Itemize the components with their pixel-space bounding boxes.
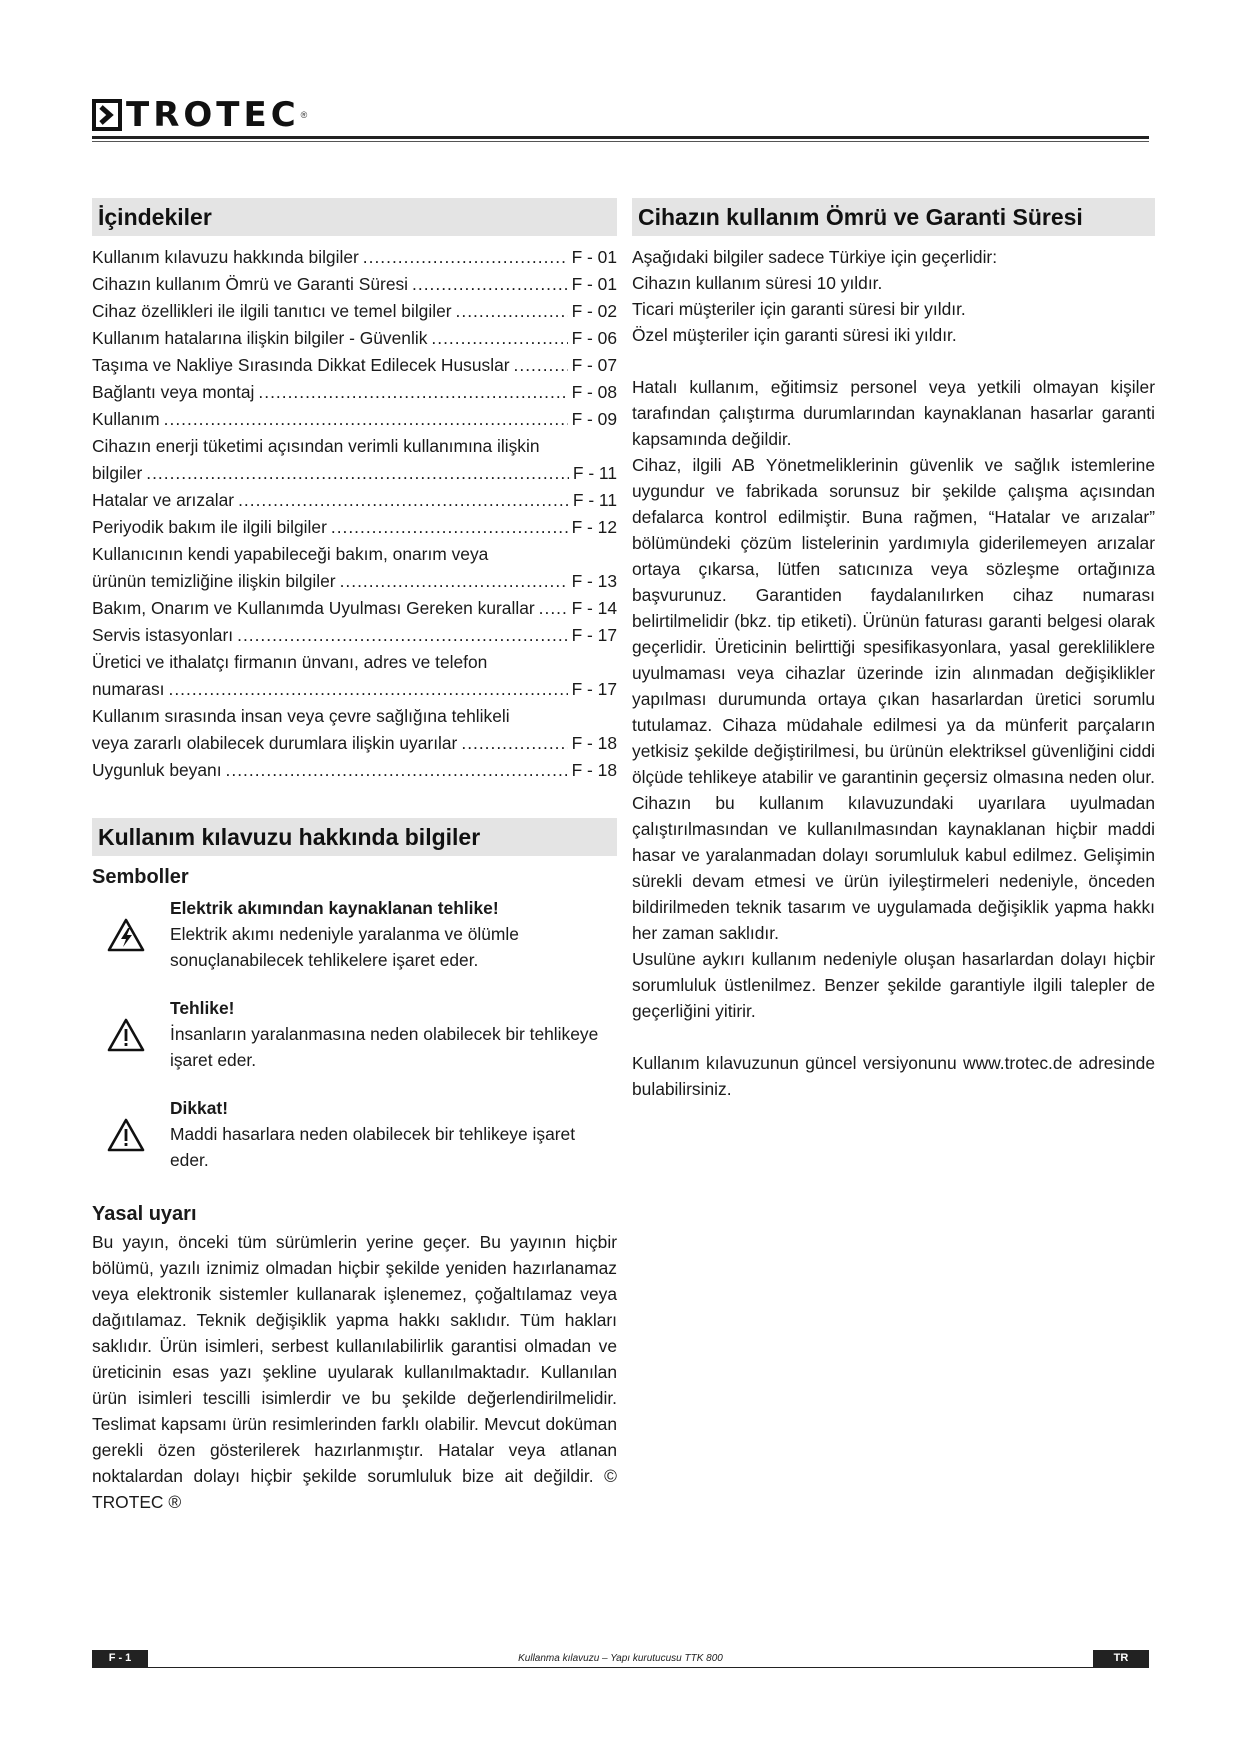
trotec-logo — [92, 95, 308, 135]
toc-entry — [92, 622, 617, 649]
page-footer — [92, 1650, 1149, 1668]
toc-entry — [92, 298, 617, 325]
toc-entry-title: Kullanım — [92, 409, 160, 429]
toc-entry-line: Cihazın enerji tüketimi açısından verimli kullanımına ilişkin — [92, 436, 540, 456]
logo-wordmark: TROTEC — [126, 95, 300, 135]
toc-leader — [340, 568, 568, 595]
toc-entry-page: F - 01 — [571, 247, 617, 267]
toc-entry-page: F - 13 — [571, 571, 617, 591]
toc-entry-page: F - 11 — [572, 490, 617, 510]
toc-leader — [539, 595, 568, 622]
toc-entry — [92, 487, 617, 514]
toc-entry — [92, 244, 617, 271]
toc-entry-page: F - 09 — [571, 409, 617, 429]
warranty-heading: Cihazın kullanım Ömrü ve Garanti Süresi — [632, 198, 1155, 236]
toc-entry-page: F - 07 — [571, 355, 617, 375]
warranty-line: Özel müşteriler için garanti süresi iki yıldır. — [632, 325, 957, 345]
footer-document-title: Kullanma kılavuzu – Yapı kurutucusu TTK 800 — [518, 1653, 723, 1664]
electric-hazard-icon — [106, 917, 146, 953]
warranty-paragraph-liability: Usulüne aykırı kullanım nedeniyle oluşan hasarlardan dolayı hiçbir sorumluluk üstlenilmez. Benzer şekilde garantiyle ilgili talepler de geçerliğini yitirir. — [632, 949, 1155, 1021]
toc-entry-page: F - 01 — [571, 274, 617, 294]
warranty-paragraph-website: Kullanım kılavuzunun güncel versiyonunu www.trotec.de adresinde bulabilirsiniz. — [632, 1053, 1155, 1099]
toc-entry-title: Cihazın kullanım Ömrü ve Garanti Süresi — [92, 274, 409, 294]
left-column — [92, 198, 617, 1515]
symbols-heading: Semboller — [92, 866, 189, 888]
toc-entry-title: Bağlantı veya montaj — [92, 382, 255, 402]
toc-entry-page: F - 17 — [571, 679, 617, 699]
warranty-facts — [632, 244, 1155, 348]
toc-leader — [431, 325, 567, 352]
toc-entry — [92, 460, 617, 487]
symbol-description: İnsanların yaralanmasına neden olabilecek bir tehlikeye işaret eder. — [170, 1024, 599, 1070]
footer-language: TR — [1093, 1650, 1149, 1667]
symbol-danger — [92, 995, 617, 1073]
toc-leader — [237, 622, 567, 649]
toc-leader — [258, 379, 567, 406]
manual-info-heading: Kullanım kılavuzu hakkında bilgiler — [92, 818, 617, 856]
toc-entry-title: Kullanım hatalarına ilişkin bilgiler - Güvenlik — [92, 328, 428, 348]
toc-entry-title: Hatalar ve arızalar — [92, 490, 235, 510]
toc-entry-title: Kullanım kılavuzu hakkında bilgiler — [92, 247, 359, 267]
toc-entry-title: Servis istasyonları — [92, 625, 234, 645]
symbol-title: Elektrik akımından kaynaklanan tehlike! — [170, 898, 499, 918]
toc-entry — [92, 568, 617, 595]
toc-entry-title: veya zararlı olabilecek durumlara ilişkin uyarılar — [92, 733, 458, 753]
warranty-line: Cihazın kullanım süresi 10 yıldır. — [632, 273, 883, 293]
toc-leader — [461, 730, 567, 757]
warranty-paragraph-conformity: Cihaz, ilgili AB Yönetmeliklerinin güvenlik ve sağlık istemlerine uygundur ve fabrikada sorunsuz bir şekilde çalışma açısından defalarca kontrol edilmiştir. Buna rağmen, “Hatalar ve arızalar” bölümündeki çözüm listelerinin yardımıyla giderilemeyen arızalar ortaya çıkarsa, lütfen satıcınıza veya sözleşme ortağınıza başvurunuz. Garantiden faydalanılırken cihaz numarası belirtilmelidir (bkz. tip etiketi). Ürünün faturası garanti belgesi olarak geçerlidir. Üreticinin belirttiği spesifikasyonlara, yasal gerekliliklere uyulmaması veya cihazlar üzerinde izin alınmadan değişiklikler yapılması durumunda ortaya çıkan hasarlardan üretici sorumlu tutulamaz. Cihaza müdahale edilmesi ya da münferit parçaların yetkisiz şekilde değiştirilmesi, bu ürünün elektriksel güvenliğini ciddi ölçüde tehlikeye atabilir ve garantinin geçersiz olmasına neden olur. Cihazın bu kullanım kılavuzundaki uyarılara uyulmadan çalıştırılmasından ve kullanılmasından kaynaklanan hiçbir maddi hasar ve yaralanmadan dolayı sorumluluk kabul edilmez. Gelişimin sürekli devam etmesi ve ürün iyileştirmeleri nedeniyle, önceden bildirilmeden teknik tasarım ve uygulamada değişiklik yapma hakkı her zaman saklıdır. — [632, 455, 1155, 943]
toc-entry — [92, 595, 617, 622]
caution-icon — [106, 1117, 146, 1153]
toc-entry-title: Periyodik bakım ile ilgili bilgiler — [92, 517, 327, 537]
manual-info-section — [92, 818, 617, 1515]
warranty-line: Ticari müşteriler için garanti süresi bir yıldır. — [632, 299, 966, 319]
toc-entry — [92, 379, 617, 406]
toc-leader — [514, 352, 568, 379]
toc-entry — [92, 514, 617, 541]
toc-entry-line: Üretici ve ithalatçı firmanın ünvanı, adres ve telefon — [92, 652, 488, 672]
symbol-title: Tehlike! — [170, 998, 235, 1018]
toc-entry — [92, 352, 617, 379]
toc-entry — [92, 406, 617, 433]
legal-heading: Yasal uyarı — [92, 1203, 197, 1225]
toc-leader — [456, 298, 568, 325]
toc-entry-line: Kullanıcının kendi yapabileceği bakım, onarım veya — [92, 544, 489, 564]
toc-leader — [226, 757, 568, 784]
toc-entry-line: Kullanım sırasında insan veya çevre sağlığına tehlikeli — [92, 706, 510, 726]
symbol-caution — [92, 1095, 617, 1173]
toc-entry-page: F - 18 — [571, 733, 617, 753]
symbol-title: Dikkat! — [170, 1098, 228, 1118]
toc-entry-page: F - 14 — [571, 598, 617, 618]
toc-entry — [92, 757, 617, 784]
toc-leader — [363, 244, 568, 271]
symbol-description: Maddi hasarlara neden olabilecek bir tehlikeye işaret eder. — [170, 1124, 576, 1170]
toc-entry-title: numarası — [92, 679, 165, 699]
toc-list — [92, 244, 617, 784]
toc-entry-title: Uygunluk beyanı — [92, 760, 222, 780]
legal-text: Bu yayın, önceki tüm sürümlerin yerine geçer. Bu yayının hiçbir bölümü, yazılı iznimiz olmadan hiçbir şekilde yeniden hazırlanamaz veya elektronik sistemler kullanarak işlenemez, çoğaltılamaz veya dağıtılamaz. Teknik değişiklik yapma hakkı saklıdır. Tüm hakları saklıdır. Ürün isimleri, serbest kullanılabilirlik garantisi olmadan ve üreticinin esas yazı şekline uyularak kullanılmaktadır. Kullanılan ürün isimleri tescilli isimlerdir ve bu şekilde değerlendirilmelidir. Teslimat kapsamı ürün resimlerinden farklı olabilir. Mevcut doküman gerekli özen gösterilerek hazırlanmıştır. Hatalar veya atlanan noktalardan dolayı hiçbir şekilde sorumluluk bize ait değildir. © TROTEC ® — [92, 1232, 617, 1512]
right-column — [632, 198, 1155, 1102]
toc-entry-page: F - 11 — [572, 463, 617, 483]
toc-leader — [331, 514, 568, 541]
toc-entry — [92, 730, 617, 757]
toc-entry-page: F - 12 — [571, 517, 617, 537]
warning-icon — [106, 1017, 146, 1053]
toc-leader — [146, 460, 569, 487]
toc-entry-page: F - 17 — [571, 625, 617, 645]
toc-entry-title: Cihaz özellikleri ile ilgili tanıtıcı ve temel bilgiler — [92, 301, 452, 321]
trotec-logo-mark-icon — [92, 99, 122, 131]
toc-leader — [169, 676, 568, 703]
toc-entry-title: Bakım, Onarım ve Kullanımda Uyulması Gereken kurallar — [92, 598, 535, 618]
toc-entry-page: F - 08 — [571, 382, 617, 402]
toc-leader — [238, 487, 569, 514]
toc-entry-title: ürünün temizliğine ilişkin bilgiler — [92, 571, 336, 591]
symbol-electric — [92, 895, 617, 973]
toc-entry — [92, 325, 617, 352]
toc-entry-page: F - 06 — [571, 328, 617, 348]
toc-leader — [164, 406, 568, 433]
toc-entry-title: Taşıma ve Nakliye Sırasında Dikkat Edilecek Hususlar — [92, 355, 510, 375]
warranty-line: Aşağıdaki bilgiler sadece Türkiye için geçerlidir: — [632, 247, 998, 267]
toc-entry — [92, 271, 617, 298]
logo-registered-mark: ® — [300, 110, 308, 120]
warranty-paragraph-misuse: Hatalı kullanım, eğitimsiz personel veya yetkili olmayan kişiler tarafından çalıştırma durumlarından kaynaklanan hasarlar garanti kapsamında değildir. — [632, 377, 1155, 449]
header-rule-thin — [92, 141, 1149, 142]
toc-entry-title: bilgiler — [92, 463, 143, 483]
toc-entry — [92, 676, 617, 703]
toc-entry-page: F - 02 — [571, 301, 617, 321]
toc-heading: İçindekiler — [92, 198, 617, 236]
toc-leader — [412, 271, 568, 298]
header-rule — [92, 136, 1149, 139]
symbol-description: Elektrik akımı nedeniyle yaralanma ve ölümle sonuçlanabilecek tehlikelere işaret eder. — [170, 924, 519, 970]
footer-page-number: F - 1 — [92, 1650, 148, 1667]
toc-entry-page: F - 18 — [571, 760, 617, 780]
